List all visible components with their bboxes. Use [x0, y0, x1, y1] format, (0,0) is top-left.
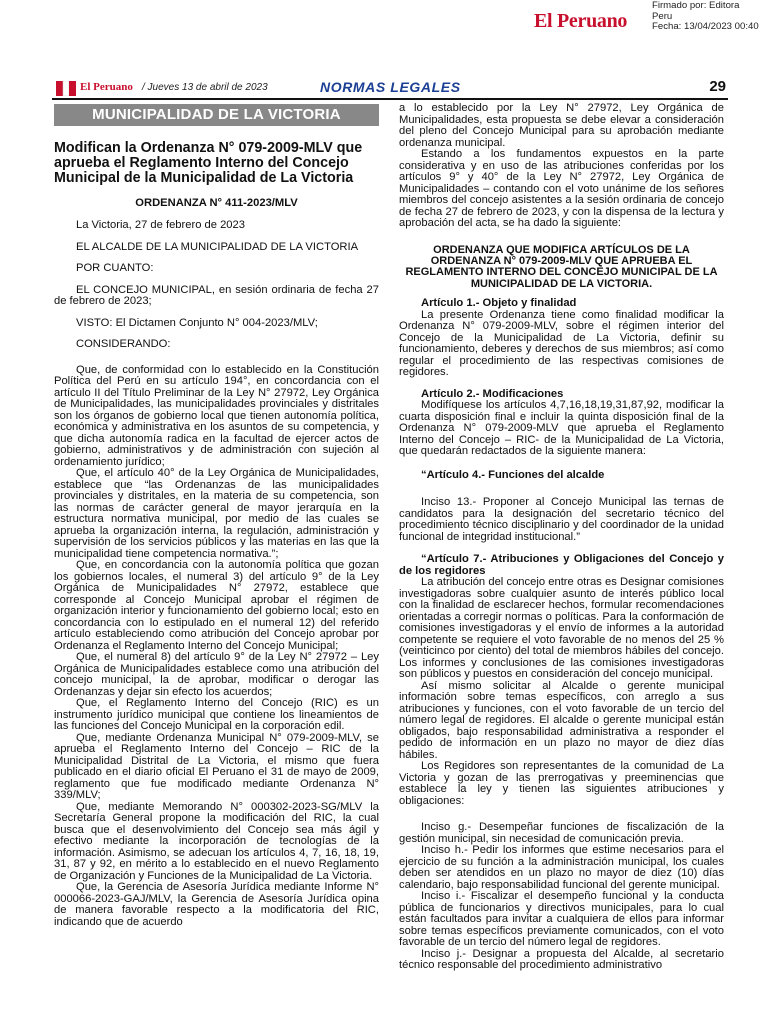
- header-date: / Jueves 13 de abril de 2023: [142, 82, 268, 93]
- signature-text: [652, 1, 759, 33]
- por-cuanto: POR CUANTO:: [76, 262, 154, 275]
- paragraph: Estando a los fundamentos expuestos en la parte considerativa y en uso de las atribuciones conferidas por los artículos 9° y 40° de la Ley N° 27972, Ley Orgánica de Municipalidades – contando con el voto unánime de los señores miembros del concejo asistentes a la sesión ordinaria de concejo de fecha 27 de febrero de 2023, y con la dispensa de la lectura y aprobación del acta, se ha dado la siguiente:: [399, 148, 724, 229]
- institution-banner: MUNICIPALIDAD DE LA VICTORIA: [54, 104, 379, 126]
- article-title: Modifican la Ordenanza N° 079-2009-MLV que aprueba el Reglamento Interno del Concejo Municipal de la Municipalidad de La Victoria: [54, 139, 363, 187]
- paragraph: Que, el numeral 8) del artículo 9° de la Ley N° 27972 – Ley Orgánica de Municipalidades establece como una atribución del concejo municipal, la de aprobar, modificar o derogar las Ordenanzas y dejar sin efecto los acuerdos;: [54, 651, 379, 698]
- left-column: [54, 104, 379, 928]
- ordinance-number: ORDENANZA N° 411-2023/MLV: [135, 196, 298, 209]
- ordinance-title: ORDENANZA QUE MODIFICA ARTÍCULOS DE LA ORDENANZA N° 079-2009-MLV QUE APRUEBA EL REGLAMENTO INTERNO DEL CONCEJO MUNICIPAL DE LA MUNICIPALIDAD DE LA VICTORIA.: [405, 243, 718, 290]
- place-date: La Victoria, 27 de febrero de 2023: [76, 219, 245, 232]
- digital-signature: [484, 0, 768, 40]
- inciso-13: Inciso 13.- Proponer al Concejo Municipal las ternas de candidatos para la designación del secretario técnico del procedimiento técnico disciplinario y del coordinador de la unidad funcional de integridad institucional.”: [399, 496, 724, 543]
- el-peruano-logo: El Peruano: [534, 10, 628, 32]
- right-column: [399, 103, 724, 972]
- paragraph: Que, el artículo 40° de la Ley Orgánica de Municipalidades, establece que “las Ordenanzas de las municipalidades provinciales y distritales, en la materia de su competencia, son las normas de carácter general de mayor jerarquía en la estructura normativa municipal, por medio de las cuales se aprueba la organización interna, la regulación, administración y supervisión de los servicios públicos y las materias en las que la municipalidad tiene competencia normativa.”;: [54, 467, 379, 560]
- signature-line: Firmado por: Editora: [652, 0, 740, 11]
- paragraph: Que, de conformidad con lo establecido en la Constitución Política del Perú en su artículo 194°, en concordancia con el artículo II del Título Preliminar de la Ley N° 27972, Ley Orgánica de Municipalidades, las municipalidades provinciales y distritales son los órganos de gobierno local que tienen autonomía política, económica y administrativa en los asuntos de su competencia, y que dicha autonomía radica en la facultad de ejercer actos de gobierno, administrativos y de administración con sujeción al ordenamiento jurídico;: [54, 363, 379, 468]
- concejo-line: EL CONCEJO MUNICIPAL, en sesión ordinaria de fecha 27 de febrero de 2023;: [54, 283, 379, 308]
- article-1-text: La presente Ordenanza tiene como finalidad modificar la Ordenanza N° 079-2009-MLV, sobre el régimen interior del Concejo de la Municipalidad de La Victoria, definir su funcionamiento, deberes y derechos de sus miembros; así como regular el procedimiento de las respectivas comisiones de regidores.: [399, 308, 724, 379]
- article-2-text: Modifíquese los artículos 4,7,16,18,19,31,87,92, modificar la cuarta disposición final e incluir la quinta disposición final de la Ordenanza N° 079-2009-MLV que aprueba el Reglamento Interno del Concejo – RIC- de la Municipalidad de La Victoria, que quedarán redactados de la siguiente manera:: [399, 399, 724, 458]
- paragraph: a lo establecido por la Ley N° 27972, Ley Orgánica de Municipalidades, esta propuesta se debe elevar a consideración del pleno del Concejo Municipal para su aprobación mediante ordenanza municipal.: [399, 102, 724, 149]
- header-rule: [52, 98, 728, 100]
- article-1-heading: Artículo 1.- Objeto y finalidad: [421, 297, 577, 310]
- article-2-heading: Artículo 2.- Modificaciones: [421, 387, 564, 400]
- peru-shield-icon: [56, 81, 76, 96]
- signature-line: Peru: [652, 10, 673, 22]
- paragraph: Que, la Gerencia de Asesoría Jurídica mediante Informe N° 000066-2023-GAJ/MLV, la Gerencia de Asesoría Jurídica opina de manera favorable respecto a la modificatoria del RIC, indicando que de acuerdo: [54, 881, 379, 928]
- paragraph: Que, el Reglamento Interno del Concejo (RIC) es un instrumento jurídico municipal que contiene los lineamientos de las funciones del Concejo Municipal en la corporación edil.: [54, 697, 379, 733]
- header-paper-name: El Peruano: [80, 81, 133, 93]
- page-number: 29: [709, 78, 726, 95]
- signature-line: Fecha: 13/04/2023 00:40: [652, 21, 759, 33]
- paragraph: Que, mediante Ordenanza Municipal N° 079-2009-MLV, se aprueba el Reglamento Interno del Concejo – RIC de la Municipalidad Distrital de La Victoria, el mismo que fuera publicado en el diario oficial El Peruano el 31 de mayo de 2009, reglamento que fue modificado mediante Ordenanza N° 339/MLV;: [54, 731, 379, 802]
- article-4-heading: “Artículo 4.- Funciones del alcalde: [421, 468, 605, 481]
- visto-line: VISTO: El Dictamen Conjunto N° 004-2023/MLV;: [76, 316, 318, 329]
- inciso-g: Inciso g.- Desempeñar funciones de fiscalización de la gestión municipal, sin necesidad de comunicación previa.: [399, 821, 724, 845]
- inciso-h: Inciso h.- Pedir los informes que estime necesarios para el ejercicio de su función a la administración municipal, los cuales deben ser atendidos en un plazo no mayor de diez (10) días calendario, bajo responsabilidad funcional del gerente municipal.: [399, 844, 724, 891]
- paragraph: Que, en concordancia con la autonomía política que gozan los gobiernos locales, el numeral 3) del artículo 9° de la Ley Orgánica de Municipalidades N° 27972, establece que corresponde al Concejo Municipal aprobar el régimen de organización interior y funcionamiento del gobierno local; esto en concordancia con lo estipulado en el numeral 12) del referido artículo estableciendo como atribución del Concejo aprobar por Ordenanza el Reglamento Interno del Concejo Municipal;: [54, 559, 379, 652]
- considerando-heading: CONSIDERANDO:: [76, 338, 171, 351]
- inciso-j: Inciso j.- Designar a propuesta del Alcalde, al secretario técnico responsable del procedimiento administrativo: [399, 947, 724, 972]
- article-7-paragraph: Los Regidores son representantes de la comunidad de La Victoria y gozan de las prerrogativas y preeminencias que establece la ley y tienen las siguientes atribuciones y obligaciones:: [399, 760, 724, 807]
- article-7-paragraph: Así mismo solicitar al Alcalde o gerente municipal información sobre temas específicos, con arreglo a sus atribuciones y funciones, con el voto favorable de un tercio del número legal de regidores. El alcalde o gerente municipal están obligados, bajo responsabilidad administrativa a responder el pedido de información en un plazo no mayor de diez días hábiles.: [399, 679, 724, 761]
- page-header: [52, 78, 728, 100]
- paragraph: Que, mediante Memorando N° 000302-2023-SG/MLV la Secretaría General propone la modificación del RIC, la cual busca que el desenvolvimiento del Concejo sea más ágil y efectivo mediante la incorporación de tecnologías de la información. Asimismo, se adecuan los artículos 4, 7, 16, 18, 19, 31, 87 y 92, en mérito a lo establecido en el nuevo Reglamento de Organización y Funciones de la Municipalidad de La Victoria.: [54, 800, 379, 882]
- article-7-paragraph: La atribución del concejo entre otras es Designar comisiones investigadoras sobre cualquier asunto de interés público local con la finalidad de esclarecer hechos, formular recomendaciones orientadas a corregir normas o políticas. Para la conformación de comisiones investigadoras y el envío de informes a la autoridad competente se requiere el voto favorable de no menos del 25 % (veinticinco por ciento) del total de miembros hábiles del concejo. Los informes y conclusiones de las comisiones investigadoras son públicos y puestos en consideración del concejo municipal.: [399, 576, 724, 681]
- article-7-heading: “Artículo 7.- Atribuciones y Obligaciones del Concejo y de los regidores: [399, 553, 724, 577]
- header-section: NORMAS LEGALES: [320, 79, 461, 95]
- inciso-i: Inciso i.- Fiscalizar el desempeño funcional y la conducta pública de funcionarios y directivos municipales, para lo cual están facultados para invitar a cualquiera de ellos para informar sobre temas específicos previamente comunicados, con el voto favorable de un tercio del número legal de regidores.: [399, 890, 724, 949]
- mayor-line: EL ALCALDE DE LA MUNICIPALIDAD DE LA VICTORIA: [76, 240, 359, 253]
